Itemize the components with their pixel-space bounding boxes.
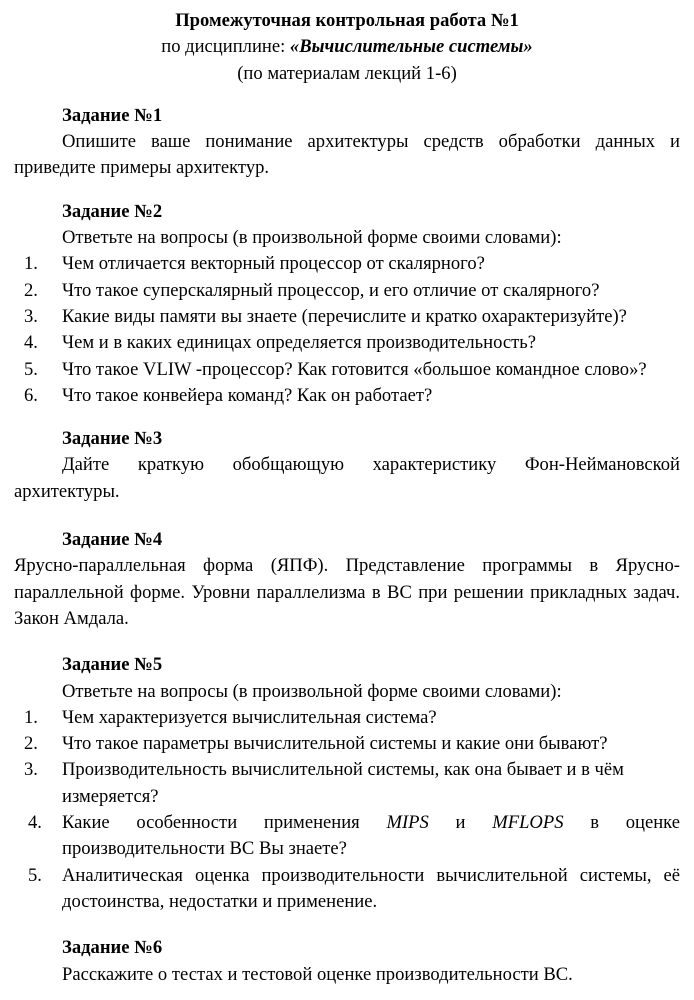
item-number: 4. <box>28 812 42 834</box>
question-list <box>14 251 680 409</box>
task-2 <box>14 199 680 409</box>
document-header <box>14 8 680 87</box>
task-title: Задание №1 <box>62 104 163 126</box>
item-number: 3. <box>24 305 38 327</box>
item-number: 5. <box>28 864 42 886</box>
question-list <box>14 705 680 915</box>
task-text: Опишите ваше понимание архитектуры средств обработки данных и приведите примеры архитектур. <box>14 131 680 179</box>
item-text: Аналитическая оценка производительности вычислительной системы, её достоинства, недостатки и применение. <box>62 864 680 912</box>
lecture-scope: (по материалам лекций 1-6) <box>237 62 457 84</box>
mflops-term: MFLOPS <box>492 812 564 834</box>
item-text: Какие виды памяти вы знаете (перечислите и кратко охарактеризуйте)? <box>62 305 627 327</box>
item-text: Чем отличается векторный процессор от скалярного? <box>62 253 485 275</box>
item-number: 4. <box>24 332 38 354</box>
item-number: 5. <box>24 358 38 380</box>
item-number: 1. <box>24 706 38 728</box>
item-text: Производительность вычислительной системы, как она бывает и в чём измеряется? <box>62 759 624 807</box>
task-text: Дайте краткую обобщающую характеристику Фон-Неймановской архитектуры. <box>14 454 680 502</box>
task-4 <box>14 527 680 632</box>
list-item <box>14 251 680 277</box>
item-text: Чем и в каких единицах определяется производительность? <box>62 332 536 354</box>
list-item <box>14 705 680 731</box>
task-1 <box>14 103 680 182</box>
task-title: Задание №5 <box>62 654 163 676</box>
task-text: Ярусно-параллельная форма (ЯПФ). Представление программы в Ярусно-параллельной форме. Уровни параллелизма в ВС при решении прикладных задач. Закон Амдала. <box>14 555 680 629</box>
list-item <box>14 330 680 356</box>
item-number: 2. <box>24 279 38 301</box>
task-title: Задание №3 <box>62 428 163 450</box>
item-number: 6. <box>24 384 38 406</box>
text-part: в оценке производительности ВС Вы знаете? <box>62 812 681 860</box>
task-title: Задание №6 <box>62 937 163 959</box>
task-lead: Ответьте на вопросы (в произвольной форме своими словами): <box>62 680 562 702</box>
list-item <box>14 278 680 304</box>
item-text <box>62 812 680 859</box>
item-number: 2. <box>24 733 38 755</box>
discipline-name: «Вычислительные системы» <box>289 36 533 58</box>
task-text: Расскажите о тестах и тестовой оценке производительности ВС. <box>62 963 573 985</box>
document-title: Промежуточная контрольная работа №1 <box>175 10 519 31</box>
list-item <box>14 810 680 863</box>
mips-term: MIPS <box>386 812 429 834</box>
discipline-line <box>14 34 680 60</box>
list-item <box>14 357 680 383</box>
item-text: Чем характеризуется вычислительная система? <box>62 706 437 728</box>
list-item <box>14 731 680 757</box>
text-part: и <box>428 812 493 834</box>
list-item <box>14 304 680 330</box>
item-text: Что такое VLIW -процессор? Как готовится «большое командное слово»? <box>62 358 647 380</box>
text-part: Какие особенности применения <box>62 812 387 834</box>
task-3 <box>14 426 680 505</box>
task-lead: Ответьте на вопросы (в произвольной форме своими словами): <box>62 227 562 249</box>
list-item <box>14 757 680 810</box>
item-text: Что такое параметры вычислительной системы и какие они бывают? <box>62 733 608 755</box>
task-5 <box>14 652 680 915</box>
item-number: 3. <box>24 759 38 781</box>
item-number: 1. <box>24 253 38 275</box>
task-title: Задание №2 <box>62 200 163 222</box>
item-text: Что такое суперскалярный процессор, и его отличие от скалярного? <box>62 279 600 301</box>
list-item <box>14 383 680 409</box>
task-title: Задание №4 <box>62 529 163 551</box>
task-6 <box>14 935 680 988</box>
list-item <box>14 863 680 916</box>
discipline-prefix: по дисциплине: <box>161 36 290 58</box>
item-text: Что такое конвейера команд? Как он работает? <box>62 384 433 406</box>
